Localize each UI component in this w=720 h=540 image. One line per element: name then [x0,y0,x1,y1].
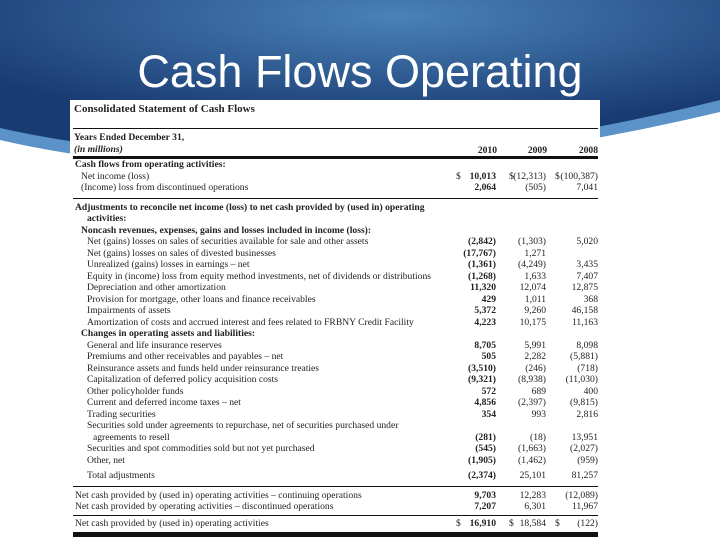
value-2009: 9,260 [524,305,546,316]
value-2010: 11,320 [470,282,496,293]
value-2008: (959) [577,454,598,466]
row-label: Noncash revenues, expenses, gains and losses included in income (loss): [81,224,372,236]
value-2009: (1,663) [518,443,546,454]
row-label: Depreciation and other amortization [87,282,226,293]
divider [73,128,598,129]
dollar-sign: $ [555,170,560,182]
row-label: Securities sold under agreements to repurchase, net of securities purchased under [87,420,399,431]
value-2010: (281) [475,431,496,443]
value-2010: (2,842) [468,236,496,247]
table-row [73,213,598,225]
value-2008: (12,089) [565,489,598,501]
row-label: Reinsurance assets and funds held under reinsurance treaties [87,362,320,374]
value-2010: 16,910 [469,517,496,529]
row-label: activities: [87,213,127,224]
value-2009: 12,074 [519,282,546,293]
row-label: (Income) loss from discontinued operations [81,182,249,193]
statement-rows [73,159,598,529]
table-row [73,501,598,513]
value-2008: (2,027) [570,443,598,454]
value-2010: (3,510) [468,362,496,374]
table-row [73,171,598,183]
table-row [73,397,598,409]
dollar-sign: $ [456,517,461,529]
row-label: Net (gains) losses on sales of securities available for sale and other assets [87,236,369,247]
statement-title: Consolidated Statement of Cash Flows [74,103,255,115]
value-2009: 2,282 [524,351,546,362]
slide-title: Cash Flows Operating [137,46,583,97]
value-2008: 2,816 [576,408,598,420]
divider-bottom [73,532,598,537]
value-2008: 7,041 [576,182,598,193]
value-2008: (718) [577,362,598,374]
row-label: Current and deferred income taxes – net [87,397,241,408]
value-2009: (505) [525,182,546,193]
table-row [73,271,598,283]
row-label: Net cash provided by (used in) operating activities [75,517,269,529]
value-2010: 2,064 [474,182,496,193]
value-2010: (1,905) [468,454,496,466]
value-2009: 5,991 [524,339,546,351]
value-2010: (9,321) [468,374,496,385]
value-2008: 400 [583,385,598,397]
table-row [73,455,598,467]
row-label: Net cash provided by (used in) operating activities – continuing operations [75,489,362,501]
value-2009: (4,249) [518,259,546,270]
value-2009: (18) [530,431,546,443]
value-2009: 25,101 [519,470,546,481]
row-label: Net income (loss) [81,170,150,182]
value-2008: (9,815) [570,397,598,408]
years-header: Years Ended December 31, [74,132,185,143]
table-row [73,486,598,502]
units-header: (in millions) [74,144,123,155]
value-2009: (1,303) [518,236,546,247]
value-2010: (1,361) [468,259,496,270]
table-row [73,386,598,398]
value-2010: 572 [481,385,496,397]
year-2010: 2010 [477,145,497,156]
value-2009: (1,462) [518,454,546,466]
table-row [73,420,598,432]
value-2008: 368 [583,293,598,305]
cash-flow-statement [70,100,600,538]
value-2010: 9,703 [474,489,496,501]
value-2010: 429 [481,293,496,305]
value-2010: 5,372 [474,305,496,316]
value-2009: (246) [525,362,546,374]
table-row [73,340,598,352]
value-2008: 11,967 [571,501,598,512]
row-label: Capitalization of deferred policy acquisition costs [87,374,279,385]
value-2009: 12,283 [519,489,546,501]
table-row [73,236,598,248]
value-2008: 7,407 [576,270,598,282]
value-2008: (122) [577,517,598,529]
table-row [73,182,598,194]
value-2008: 5,020 [576,236,598,247]
table-row [73,294,598,306]
row-label: Net cash provided by operating activities – discontinued operations [75,501,334,512]
value-2008: (5,881) [570,351,598,362]
value-2008: (100,387) [560,170,598,182]
row-label: Net (gains) losses on sales of divested businesses [87,247,276,259]
row-label: General and life insurance reserves [87,339,222,351]
table-row [73,374,598,386]
row-label: Adjustments to reconcile net income (loss) to net cash provided by (used in) operating [75,201,425,213]
table-row [73,470,598,482]
value-2010: (1,268) [468,270,496,282]
value-2009: (12,313) [513,170,546,182]
table-row [73,328,598,340]
value-2010: 4,223 [474,316,496,328]
dollar-sign: $ [509,517,514,529]
dollar-sign: $ [509,170,514,182]
value-2010: (2,374) [468,470,496,481]
value-2008: 8,098 [576,339,598,351]
table-row [73,248,598,260]
value-2008: 12,875 [571,282,598,293]
table-row [73,432,598,444]
value-2009: 1,011 [524,293,546,305]
value-2010: 505 [481,351,496,362]
table-row [73,282,598,294]
table-row [73,363,598,375]
row-label: Securities and spot commodities sold but not yet purchased [87,443,315,454]
row-label: Cash flows from operating activities: [75,159,226,170]
row-label: Provision for mortgage, other loans and finance receivables [87,293,316,305]
value-2008: 11,163 [571,316,598,328]
row-label: agreements to resell [93,431,170,443]
dollar-sign: $ [555,517,560,529]
value-2010: 4,856 [474,397,496,408]
value-2010: 354 [481,408,496,420]
table-row [73,198,598,214]
value-2009: 10,175 [519,316,546,328]
year-2008: 2008 [578,145,598,156]
table-row [73,515,598,530]
value-2009: 6,301 [524,501,546,512]
value-2008: 46,158 [571,305,598,316]
row-label: Total adjustments [87,470,155,481]
value-2009: 993 [531,408,546,420]
value-2008: 3,435 [576,259,598,270]
value-2010: 8,705 [474,339,496,351]
value-2010: (17,767) [463,247,496,259]
row-label: Impairments of assets [87,305,171,316]
row-label: Amortization of costs and accrued interest and fees related to FRBNY Credit Facility [87,316,414,328]
value-2009: 689 [531,385,546,397]
value-2009: (2,397) [518,397,546,408]
row-label: Changes in operating assets and liabilities: [81,328,256,339]
row-label: Trading securities [87,408,156,420]
table-row [73,351,598,363]
value-2010: (545) [475,443,496,454]
value-2010: 10,013 [469,170,496,182]
table-row [73,409,598,421]
value-2009: 1,633 [524,270,546,282]
row-label: Other, net [87,454,125,466]
value-2008: 13,951 [571,431,598,443]
value-2008: (11,030) [565,374,598,385]
table-row [73,159,598,171]
table-row [73,317,598,329]
table-row [73,225,598,237]
value-2008: 81,257 [571,470,598,481]
dollar-sign: $ [456,170,461,182]
row-label: Premiums and other receivables and payables – net [87,351,284,362]
value-2009: 1,271 [524,247,546,259]
table-row [73,259,598,271]
year-2009: 2009 [527,145,547,156]
row-label: Other policyholder funds [87,385,184,397]
value-2010: 7,207 [474,501,496,512]
row-label: Unrealized (gains) losses in earnings – net [87,259,250,270]
table-row [73,443,598,455]
row-label: Equity in (income) loss from equity method investments, net of dividends or distributions [87,270,432,282]
table-row [73,305,598,317]
value-2009: (8,938) [518,374,546,385]
value-2009: 18,584 [519,517,546,529]
